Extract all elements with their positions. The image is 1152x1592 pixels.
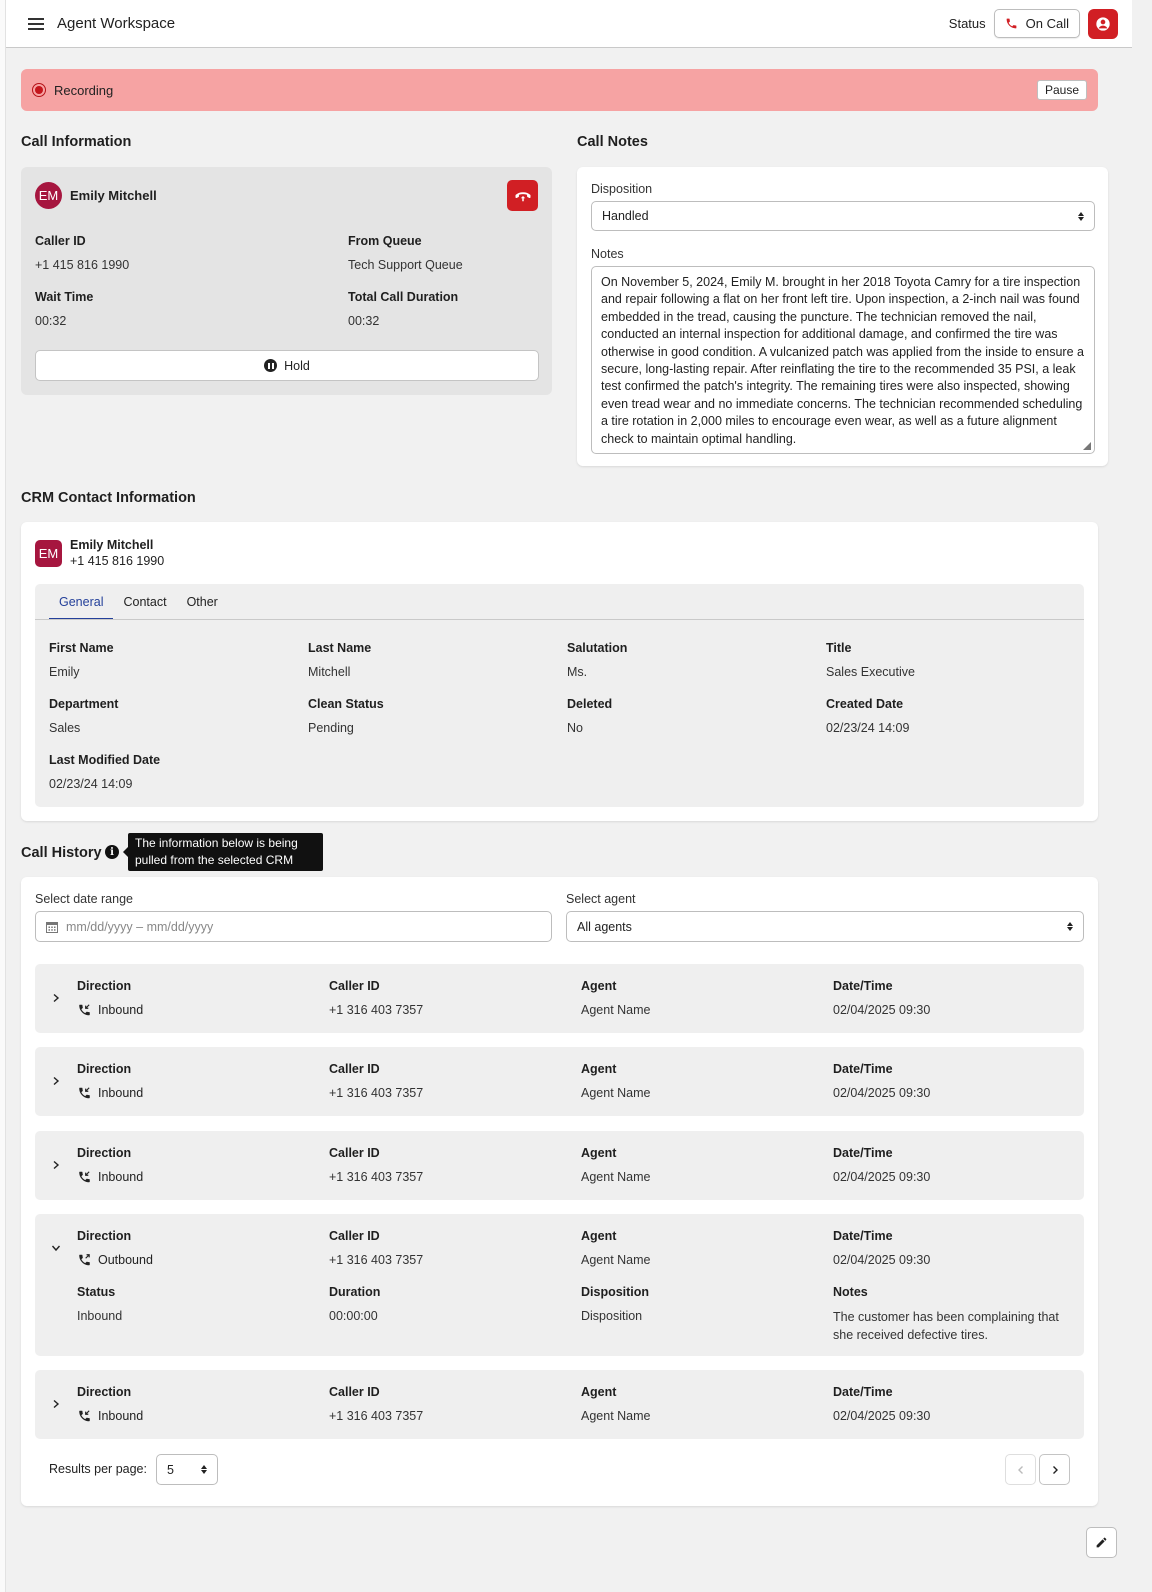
- field-value: 02/23/24 14:09: [49, 777, 133, 791]
- datetime-header: Date/Time: [833, 1385, 893, 1399]
- status-area: [949, 9, 1118, 39]
- recording-banner: [21, 69, 1098, 111]
- agent-value: Agent Name: [581, 1086, 651, 1100]
- status-dropdown-button[interactable]: [994, 9, 1080, 38]
- pause-recording-button[interactable]: Pause: [1037, 80, 1087, 100]
- field-value: 02/23/24 14:09: [826, 721, 910, 735]
- agent-header: Agent: [581, 1146, 617, 1160]
- caller-id-header: Caller ID: [329, 979, 380, 993]
- caller-id-header: Caller ID: [329, 1062, 380, 1076]
- history-row-expanded[interactable]: [35, 1214, 1084, 1356]
- notes-label: Notes: [591, 247, 624, 261]
- wait-time-label: Wait Time: [35, 290, 94, 304]
- crm-details-panel: [35, 584, 1084, 807]
- inbound-call-icon: [77, 1409, 92, 1423]
- caller-id-value: +1 415 816 1990: [35, 258, 130, 272]
- datetime-header: Date/Time: [833, 979, 893, 993]
- crm-contact-card: [21, 522, 1098, 821]
- field-label: First Name: [49, 641, 114, 655]
- caller-header: [35, 182, 157, 209]
- duration-header: Duration: [329, 1285, 381, 1299]
- history-row[interactable]: [35, 1131, 1084, 1200]
- agent-value: Agent Name: [581, 1409, 651, 1423]
- status-value: On Call: [1025, 16, 1069, 31]
- direction-value: Inbound: [77, 1409, 143, 1423]
- notes-content: On November 5, 2024, Emily M. brought in her 2018 Toyota Camry for a tire inspection and repair following a flat on her front left tire. Upon inspection, a 2-inch nail was found embedded in the tread, causing the puncture. The technician removed the nail, conducted an internal inspection for additional damage, and confirmed the tire was otherwise in good condition. A vulcanized patch was applied from the inside to ensure a secure, long-lasting repair. After reinflating the tire to the recommended 35 PSI, a leak test confirmed the patch's integrity. The remaining tires were also inspected, showing even tread wear and no immediate concerns. The technician recommended scheduling a tire rotation in 2,000 miles to encourage even wear, as well as a future alignment check to maintain optimal handling.: [601, 275, 1084, 446]
- call-history-card: [21, 877, 1098, 1506]
- hold-label: Hold: [284, 358, 310, 373]
- datetime-value: 02/04/2025 09:30: [833, 1253, 931, 1267]
- crm-contact-header: [35, 538, 164, 568]
- next-page-button[interactable]: [1039, 1454, 1070, 1485]
- date-range-input[interactable]: [35, 911, 552, 942]
- user-avatar-icon: [1095, 16, 1111, 32]
- caller-avatar: EM: [35, 182, 62, 209]
- chevron-right-icon[interactable]: [51, 1076, 61, 1086]
- caller-id-header: Caller ID: [329, 1385, 380, 1399]
- date-range-placeholder: mm/dd/yyyy – mm/dd/yyyy: [66, 919, 214, 934]
- field-value: Mitchell: [308, 665, 351, 679]
- notes-value: The customer has been complaining that she received defective tires.: [833, 1310, 1059, 1342]
- direction-value: Inbound: [77, 1003, 143, 1017]
- crm-title: CRM Contact Information: [21, 490, 196, 506]
- tab-contact[interactable]: Contact: [123, 595, 167, 609]
- tabs-divider: [35, 619, 1084, 620]
- caller-id-header: Caller ID: [329, 1146, 380, 1160]
- field-label: Department: [49, 697, 119, 711]
- call-notes-card: [577, 167, 1108, 466]
- caller-name: Emily Mitchell: [70, 188, 157, 203]
- select-arrows-icon: [1078, 212, 1084, 221]
- select-arrows-icon: [1067, 922, 1073, 931]
- field-label: Deleted: [567, 697, 613, 711]
- field-label: Last Modified Date: [49, 753, 161, 767]
- notes-textarea[interactable]: [591, 266, 1095, 454]
- crm-tabs: [49, 584, 228, 620]
- results-per-page-select[interactable]: [156, 1454, 218, 1485]
- direction-header: Direction: [77, 979, 132, 993]
- disposition-value: Disposition: [581, 1309, 643, 1323]
- datetime-header: Date/Time: [833, 1062, 893, 1076]
- top-bar: [6, 0, 1132, 48]
- field-label: Title: [826, 641, 852, 655]
- history-row[interactable]: [35, 1047, 1084, 1116]
- caller-id-header: Caller ID: [329, 1229, 380, 1243]
- inbound-call-icon: [77, 1086, 92, 1100]
- hold-button[interactable]: [35, 350, 539, 381]
- field-value: Sales Executive: [826, 665, 915, 679]
- results-per-page-value: 5: [167, 1462, 174, 1477]
- user-menu-button[interactable]: [1088, 9, 1118, 39]
- status-header: Status: [77, 1285, 116, 1299]
- total-duration-label: Total Call Duration: [348, 290, 459, 304]
- from-queue-value: Tech Support Queue: [348, 258, 463, 272]
- history-row[interactable]: [35, 964, 1084, 1033]
- previous-page-button[interactable]: [1005, 1454, 1036, 1485]
- date-range-label: Select date range: [35, 892, 133, 906]
- inbound-call-icon: [77, 1170, 92, 1184]
- hang-up-icon: [514, 187, 532, 205]
- direction-header: Direction: [77, 1146, 132, 1160]
- call-info-card: [21, 167, 552, 395]
- direction-value: Inbound: [77, 1086, 143, 1100]
- agent-select[interactable]: [566, 911, 1084, 942]
- agent-select-label: Select agent: [566, 892, 636, 906]
- field-label: Last Name: [308, 641, 372, 655]
- disposition-value: Handled: [602, 209, 649, 223]
- end-call-button[interactable]: [507, 180, 538, 211]
- hamburger-menu-icon[interactable]: [28, 18, 44, 30]
- chevron-right-icon[interactable]: [51, 1160, 61, 1170]
- agent-header: Agent: [581, 1385, 617, 1399]
- pencil-icon: [1095, 1536, 1108, 1549]
- datetime-header: Date/Time: [833, 1146, 893, 1160]
- calendar-icon: [46, 921, 58, 933]
- chevron-down-icon[interactable]: [51, 1243, 61, 1253]
- tab-general[interactable]: General: [49, 584, 113, 620]
- chevron-right-icon[interactable]: [51, 1399, 61, 1409]
- field-value: Ms.: [567, 665, 588, 679]
- call-info-title: Call Information: [21, 134, 132, 150]
- call-history-title: Call History: [21, 845, 102, 861]
- datetime-value: 02/04/2025 09:30: [833, 1003, 931, 1017]
- direction-value: Inbound: [77, 1170, 143, 1184]
- caller-id-value: +1 316 403 7357: [329, 1409, 424, 1423]
- datetime-value: 02/04/2025 09:30: [833, 1086, 931, 1100]
- crm-avatar: EM: [35, 540, 62, 567]
- resize-grip-icon[interactable]: [1083, 442, 1091, 450]
- disposition-label: Disposition: [591, 182, 653, 196]
- info-icon[interactable]: i: [105, 845, 119, 859]
- info-tooltip: The information below is being pulled from the selected CRM: [128, 833, 323, 871]
- duration-value: 00:00:00: [329, 1309, 378, 1323]
- edit-button[interactable]: [1086, 1527, 1117, 1558]
- caller-id-label: Caller ID: [35, 234, 86, 248]
- direction-value: Outbound: [77, 1253, 153, 1267]
- agent-header: Agent: [581, 979, 617, 993]
- crm-contact-phone: +1 415 816 1990: [70, 554, 165, 568]
- disposition-header: Disposition: [581, 1285, 650, 1299]
- chevron-right-icon[interactable]: [51, 993, 61, 1003]
- recording-label: Recording: [54, 82, 114, 98]
- datetime-header: Date/Time: [833, 1229, 893, 1243]
- outbound-call-icon: [77, 1253, 92, 1267]
- inbound-call-icon: [77, 1003, 92, 1017]
- caller-id-value: +1 316 403 7357: [329, 1003, 424, 1017]
- caller-id-value: +1 316 403 7357: [329, 1170, 424, 1184]
- app-title: Agent Workspace: [57, 15, 176, 32]
- history-row[interactable]: [35, 1370, 1084, 1439]
- caller-id-value: +1 316 403 7357: [329, 1086, 424, 1100]
- from-queue-label: From Queue: [348, 234, 422, 248]
- agent-value: Agent Name: [581, 1253, 651, 1267]
- phone-icon: [1005, 17, 1018, 30]
- agent-value: Agent Name: [581, 1170, 651, 1184]
- record-icon: [32, 83, 46, 97]
- pause-circle-icon: [264, 359, 277, 372]
- wait-time-value: 00:32: [35, 314, 67, 328]
- notes-header: Notes: [833, 1285, 868, 1299]
- direction-header: Direction: [77, 1385, 132, 1399]
- tab-other[interactable]: Other: [186, 595, 218, 609]
- field-value: No: [567, 721, 583, 735]
- agent-select-value: All agents: [577, 919, 632, 934]
- field-value: Sales: [49, 721, 81, 735]
- agent-value: Agent Name: [581, 1003, 651, 1017]
- crm-contact-name: Emily Mitchell: [70, 538, 154, 552]
- agent-header: Agent: [581, 1062, 617, 1076]
- total-duration-value: 00:32: [348, 314, 380, 328]
- call-notes-title: Call Notes: [577, 134, 648, 150]
- select-arrows-icon: [201, 1465, 207, 1474]
- field-label: Clean Status: [308, 697, 384, 711]
- caller-id-value: +1 316 403 7357: [329, 1253, 424, 1267]
- status-label: Status: [948, 16, 986, 31]
- datetime-value: 02/04/2025 09:30: [833, 1409, 931, 1423]
- results-per-page-label: Results per page:: [49, 1462, 147, 1476]
- field-label: Salutation: [567, 641, 628, 655]
- field-value: Pending: [308, 721, 354, 735]
- field-value: Emily: [49, 665, 80, 679]
- disposition-select[interactable]: [591, 201, 1095, 231]
- chevron-right-icon: [1050, 1465, 1060, 1475]
- datetime-value: 02/04/2025 09:30: [833, 1170, 931, 1184]
- field-label: Created Date: [826, 697, 904, 711]
- agent-header: Agent: [581, 1229, 617, 1243]
- direction-header: Direction: [77, 1062, 132, 1076]
- status-value: Inbound: [77, 1309, 123, 1323]
- direction-header: Direction: [77, 1229, 132, 1243]
- chevron-left-icon: [1016, 1465, 1026, 1475]
